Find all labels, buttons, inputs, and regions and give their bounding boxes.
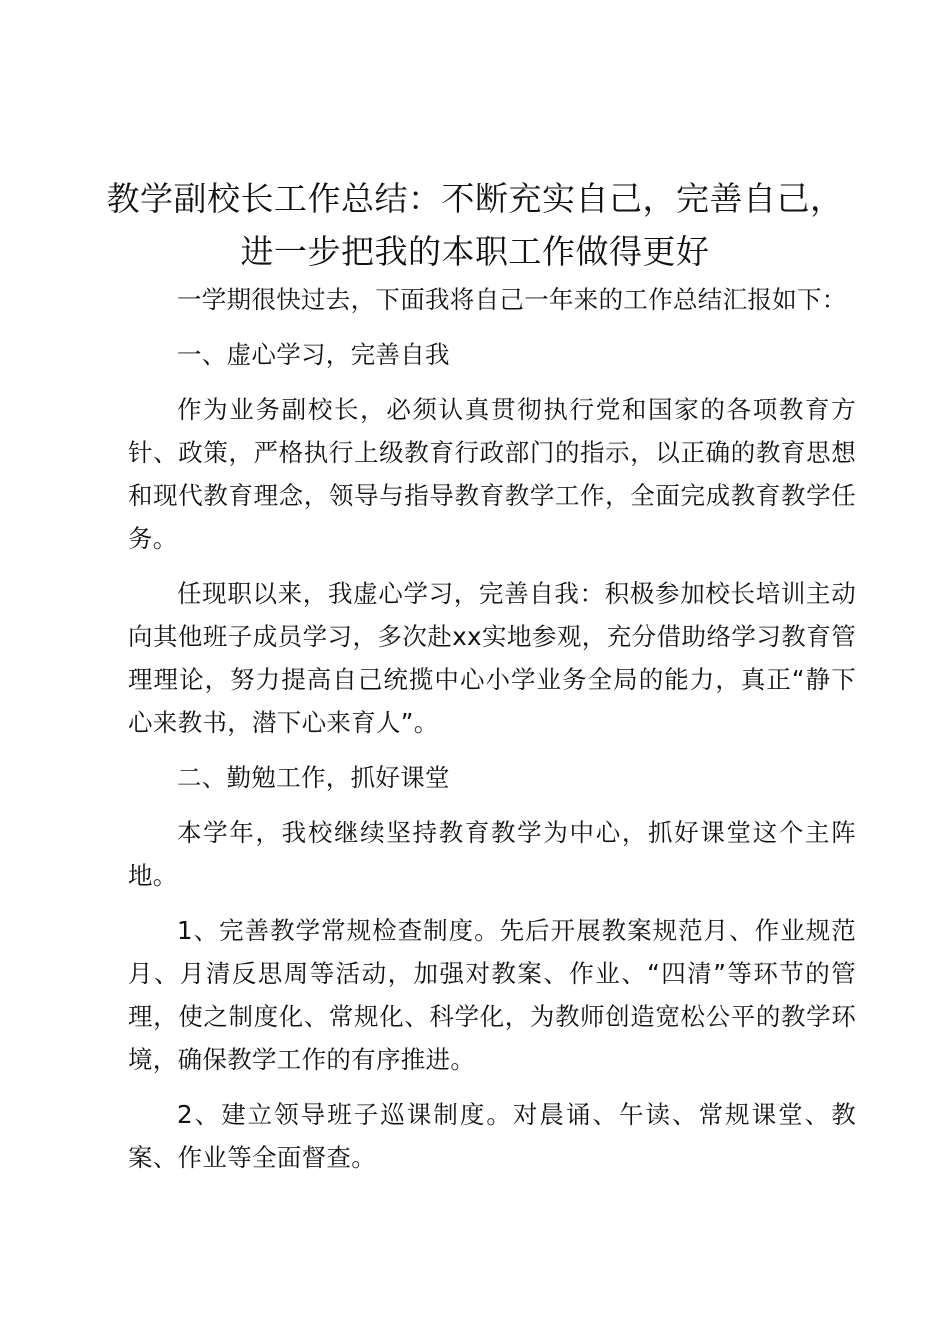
- paragraph-role: 作为业务副校长，必须认真贯彻执行党和国家的各项教育方针、政策，严格执行上级教育行政部门的指示，以正确的教育思想和现代教育理念，领导与指导教育教学工作，全面完成教育教学任务。: [128, 395, 856, 553]
- paragraph-intro: 一学期很快过去，下面我将自己一年来的工作总结汇报如下：: [177, 285, 847, 314]
- document-title: 教学副校长工作总结：不断充实自己，完善自己，进一步把我的本职工作做得更好: [106, 179, 844, 271]
- section-heading-1: 一、虚心学习，完善自我: [177, 340, 450, 369]
- paragraph-learning: 任现职以来，我虚心学习，完善自我：积极参加校长培训主动向其他班子成员学习，多次赴xx实地参观，充分借助络学习教育管理理论，努力提高自己统揽中心小学业务全局的能力，真正“静下心来教书，潜下心来育人”。: [128, 579, 856, 737]
- document-body: [128, 278, 856, 1191]
- paragraph-classroom: 本学年，我校继续坚持教育教学为中心，抓好课堂这个主阵地。: [128, 818, 856, 890]
- paragraph-item-1: 1、完善教学常规检查制度。先后开展教案规范月、作业规范月、月清反思周等活动，加强对教案、作业、“四清”等环节的管理，使之制度化、常规化、科学化，为教师创造宽松公平的教学环境，确保教学工作的有序推进。: [128, 916, 856, 1074]
- section-heading-2: 二、勤勉工作，抓好课堂: [177, 763, 450, 792]
- paragraph-item-2: 2、建立领导班子巡课制度。对晨诵、午读、常规课堂、教案、作业等全面督查。: [128, 1100, 856, 1172]
